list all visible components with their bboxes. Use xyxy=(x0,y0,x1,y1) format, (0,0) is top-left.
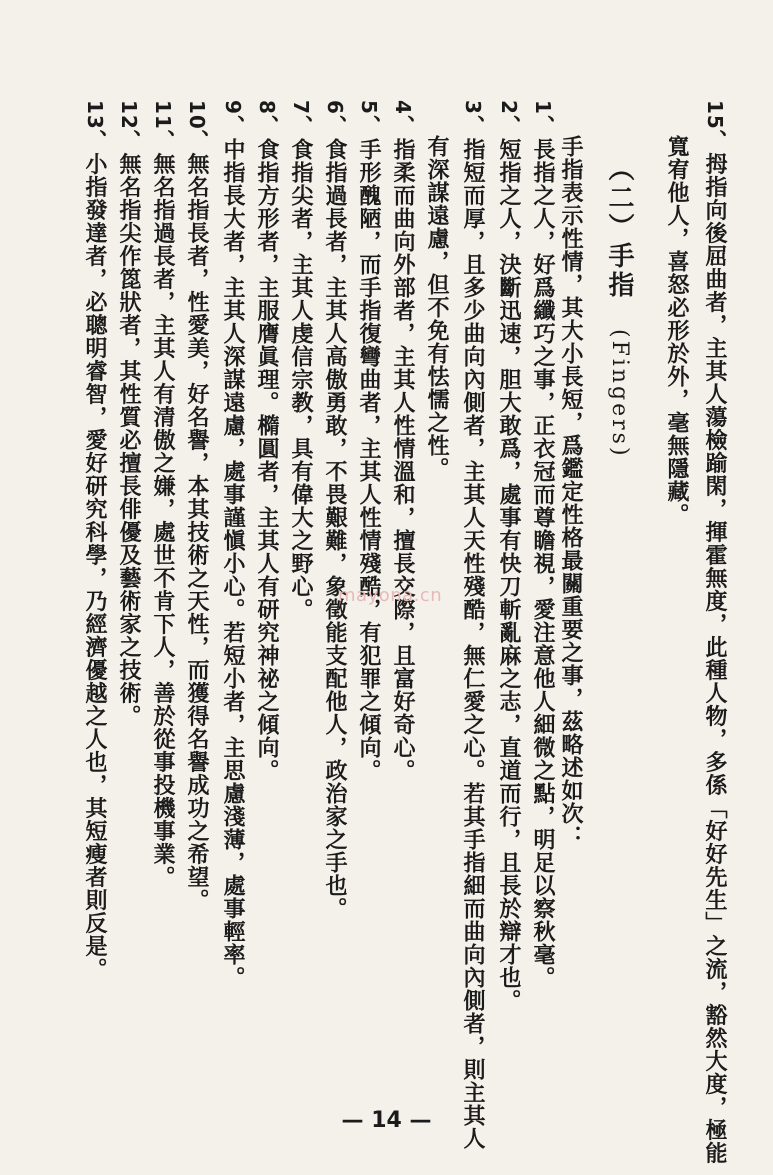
item-text: 、無名指過長者，主其人有清傲之嫌，處世不肯下人，善於從事投機事業。 xyxy=(150,129,176,889)
list-item xyxy=(458,100,488,1150)
item-text: 、長指之人，好爲纖巧之事，正衣冠而尊瞻視，愛注意他人細微之點，明足以察秋毫。 xyxy=(530,114,556,989)
section-title-latin: (Fingers) xyxy=(607,329,632,459)
page-number: — 14 — xyxy=(341,1108,432,1133)
item-text: 、指柔而曲向外部者，主其人性情溫和，擅長交際，且富好奇心。 xyxy=(390,114,416,782)
list-item xyxy=(354,100,384,782)
item-number: 2 xyxy=(497,100,521,115)
item-text: 手指表示性情，其大小長短，爲鑑定性格最關重要之事，茲略述如次： xyxy=(558,135,584,848)
item-text: 、指短而厚，且多少曲向內側者，主其人天性殘酷，無仁愛之心。若其手指細而曲向內側者，則主其人 xyxy=(460,114,486,1150)
item-number: 1 xyxy=(531,100,555,115)
watermark: mayona.cn xyxy=(338,585,443,606)
item-text: 、拇指向後屈曲者，主其人蕩檢踰閑，揮霍無度，此種人物，多係「好好先生」之流，豁然大度，極能 xyxy=(702,129,728,1165)
section-title: （二）手指 xyxy=(604,155,634,300)
item-text: 、食指過長者，主其人高傲勇敢，不畏艱難，象徵能支配他人，政治家之手也。 xyxy=(322,114,348,920)
item-number: 15 xyxy=(703,100,727,130)
item-number: 12 xyxy=(117,100,141,130)
list-item xyxy=(528,100,558,989)
list-item xyxy=(218,100,248,989)
item-text: 、食指尖者，主其人虔信宗教，具有偉大之野心。 xyxy=(288,114,314,621)
list-item xyxy=(320,100,350,920)
item-text: 、短指之人，決斷迅速，胆大敢爲，處事有快刀斬亂麻之志，直道而行，且長於辯才也。 xyxy=(496,114,522,1012)
list-item xyxy=(80,100,110,981)
list-item xyxy=(286,100,316,621)
item-number: 11 xyxy=(151,100,175,130)
list-item xyxy=(494,100,524,1012)
item-number: 9 xyxy=(221,100,245,115)
paragraph-15 xyxy=(700,100,730,1165)
item-text: 、無名指長者，性愛美，好名譽，本其技術之天性，而獲得名譽成功之希望。 xyxy=(184,129,210,912)
item-text: 有深謀遠慮，但不免有怯懦之性。 xyxy=(424,135,450,480)
item-number: 5 xyxy=(357,100,381,115)
section-heading xyxy=(604,155,634,459)
list-item xyxy=(388,100,418,782)
list-item xyxy=(114,100,144,728)
item-text: 、小指發達者，必聰明睿智，愛好研究科學，乃經濟優越之人也，其短瘦者則反是。 xyxy=(82,129,108,981)
intro-paragraph xyxy=(556,135,586,848)
item-text: 、中指長大者，主其人深謀遠慮，處事謹愼小心。若短小者，主思慮淺薄，處事輕率。 xyxy=(220,114,246,989)
item-number: 13 xyxy=(83,100,107,130)
item-number: 10 xyxy=(185,100,209,130)
item-number: 4 xyxy=(391,100,415,115)
item-text: 、食指方形者，主服膺眞理。橢圓者，主其人有研究神祕之傾向。 xyxy=(254,114,280,782)
item-number: 6 xyxy=(323,100,347,115)
item-number: 7 xyxy=(289,100,313,115)
list-item xyxy=(182,100,212,912)
item-text: 寬宥他人，喜怒必形於外，毫無隱藏。 xyxy=(664,135,690,526)
item-text: 、無名指尖作箆狀者，其性質必擅長俳優及藝術家之技術。 xyxy=(116,129,142,728)
item-number: 8 xyxy=(255,100,279,115)
item-text: 、手形醜陋，而手指復彎曲者，主其人性情殘酷，有犯罪之傾向。 xyxy=(356,114,382,782)
list-item-continued xyxy=(422,135,452,480)
list-item xyxy=(148,100,178,889)
item-number: 3 xyxy=(461,100,485,115)
paragraph-15-continued xyxy=(662,135,692,526)
list-item xyxy=(252,100,282,782)
